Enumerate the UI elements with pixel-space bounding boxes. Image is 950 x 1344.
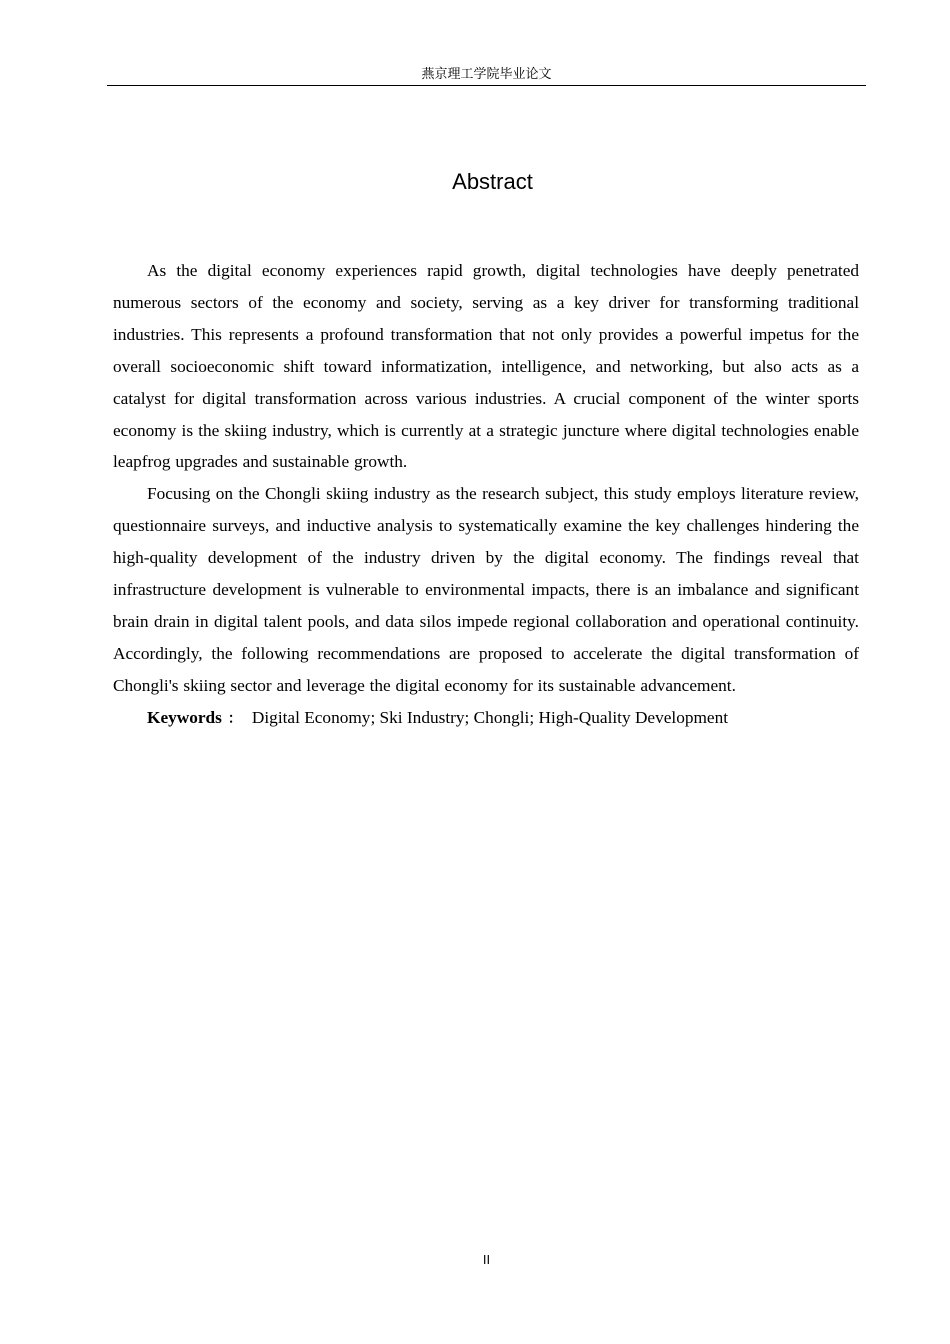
keywords-list: Digital Economy; Ski Industry; Chongli; High-Quality Development <box>251 707 729 727</box>
running-header: 燕京理工学院毕业论文 <box>421 67 552 82</box>
page-number: II <box>482 1252 491 1267</box>
keywords-label: Keywords <box>147 707 222 727</box>
abstract-paragraph-2: Focusing on the Chongli skiing industry as the research subject, this study employs literature review, questionnaire surveys, and inductive analysis to systematically examine the key challenges hindering the high-quality development of the industry driven by the digital economy. The findings reveal that infrastructure development is vulnerable to environmental impacts, there is an imbalance and significant brain drain in digital talent pools, and data silos impede regional collaboration and operational continuity. Accordingly, the following recommendations are proposed to accelerate the digital transformation of Chongli's skiing sector and leverage the digital economy for its sustainable advancement. <box>113 484 859 695</box>
abstract-body <box>113 255 859 736</box>
abstract-paragraph-1: As the digital economy experiences rapid growth, digital technologies have deeply penetrated numerous sectors of the economy and society, serving as a key driver for transforming traditional industries. This represents a profound transformation that not only provides a powerful impetus for the overall socioeconomic shift toward informatization, intelligence, and networking, but also acts as a catalyst for digital transformation across various industries. A crucial component of the winter sports economy is the skiing industry, which is currently at a strategic juncture where digital technologies enable leapfrog upgrades and sustainable growth. <box>113 261 859 472</box>
keywords-line <box>113 702 859 736</box>
header-rule <box>107 85 866 86</box>
abstract-title: Abstract <box>452 169 533 194</box>
keywords-separator: ： <box>227 710 242 727</box>
